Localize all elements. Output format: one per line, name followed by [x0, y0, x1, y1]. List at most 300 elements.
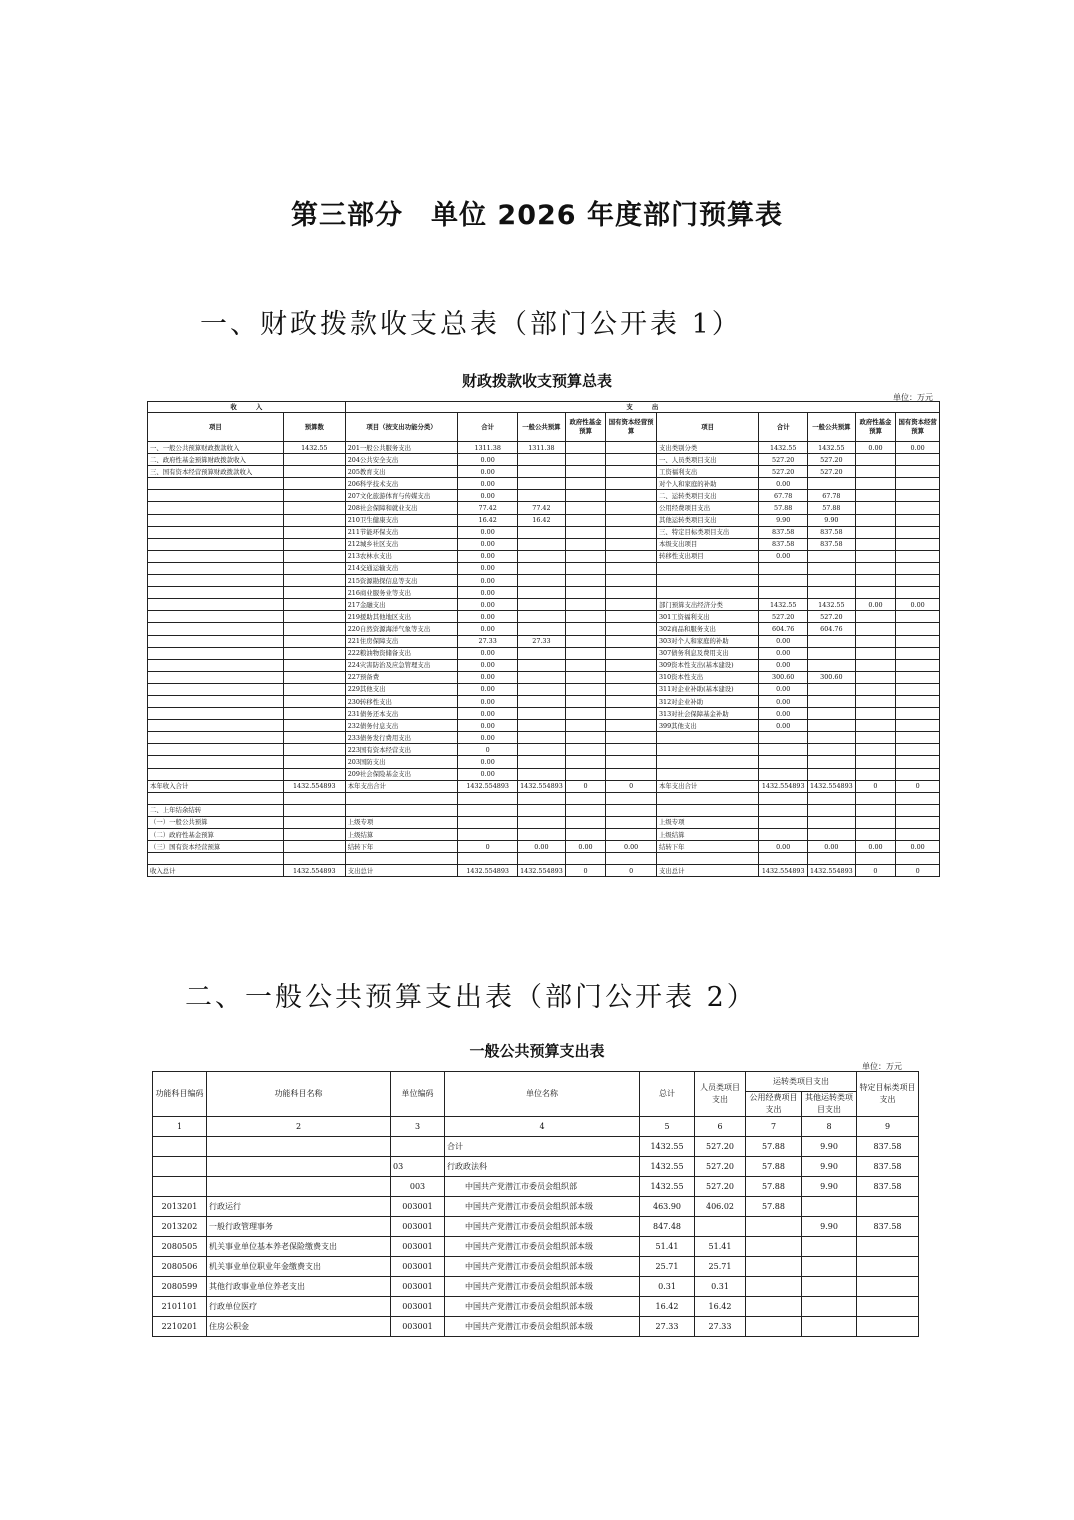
table-cell: 57.88 [746, 1137, 802, 1157]
table-cell: 16.42 [518, 514, 566, 526]
fiscal-summary-table [147, 401, 940, 877]
table-cell [802, 1317, 857, 1337]
table-cell: 837.58 [857, 1177, 919, 1197]
table-cell [896, 538, 940, 550]
column-header-unit-code: 单位编码 [391, 1072, 445, 1117]
table-cell: 221住房保障支出 [345, 635, 458, 647]
table-cell [808, 575, 856, 587]
column-index: 1 [153, 1117, 207, 1137]
table-cell [759, 768, 808, 780]
table-cell: 1432.554893 [283, 865, 345, 877]
table-cell: 0.00 [759, 550, 808, 562]
table-cell [148, 720, 284, 732]
table-cell: 201一般公共服务支出 [345, 442, 458, 454]
table-cell [283, 659, 345, 671]
table-cell: 中国共产党潜江市委员会组织部本级 [445, 1277, 640, 1297]
table-cell: 214交通运输支出 [345, 562, 458, 574]
table-cell: 604.76 [808, 623, 856, 635]
table-cell [458, 816, 518, 828]
table-cell: 本年支出合计 [656, 780, 758, 792]
table-cell [283, 732, 345, 744]
table-cell [855, 732, 896, 744]
table-cell [283, 635, 345, 647]
table-cell [283, 587, 345, 599]
table-cell [565, 502, 606, 514]
table-cell [148, 647, 284, 659]
table-cell: 300.60 [808, 671, 856, 683]
table-cell [855, 768, 896, 780]
table-cell [148, 490, 284, 502]
table-cell [565, 829, 606, 841]
table-cell [695, 1217, 746, 1237]
table-cell: 1432.55 [640, 1157, 695, 1177]
table-cell [606, 442, 657, 454]
table-cell: 0 [458, 744, 518, 756]
table-row [148, 829, 940, 841]
table-cell: 0.00 [458, 454, 518, 466]
table-cell: 003 [391, 1177, 445, 1197]
table-cell [606, 720, 657, 732]
table-cell [565, 853, 606, 865]
table-cell: 0.00 [458, 478, 518, 490]
table-cell: 0.00 [759, 635, 808, 647]
table-cell [565, 647, 606, 659]
table-cell: 1432.554893 [759, 865, 808, 877]
table-cell [896, 853, 940, 865]
table-cell [283, 599, 345, 611]
table-cell [283, 829, 345, 841]
table-cell: 0.00 [458, 695, 518, 707]
table-cell: 二、政府性基金预算财政拨款收入 [148, 454, 284, 466]
table-row [148, 804, 940, 816]
table-cell: 16.42 [695, 1297, 746, 1317]
table-cell [896, 816, 940, 828]
table-cell: 0 [565, 780, 606, 792]
table-cell [283, 768, 345, 780]
table-row [148, 732, 940, 744]
table-cell [855, 454, 896, 466]
column-header-personnel: 人员类项目支出 [695, 1072, 746, 1117]
table-cell: 837.58 [857, 1137, 919, 1157]
table-cell: 203国防支出 [345, 756, 458, 768]
table-cell [148, 768, 284, 780]
table-cell: 0.00 [565, 841, 606, 853]
table-cell: 219援助其他地区支出 [345, 611, 458, 623]
table-cell: 527.20 [695, 1177, 746, 1197]
table-cell [855, 611, 896, 623]
table-cell [606, 708, 657, 720]
table-cell [148, 708, 284, 720]
table-row [148, 695, 940, 707]
table-cell: 003001 [391, 1297, 445, 1317]
table-cell: 527.20 [759, 611, 808, 623]
table-cell [283, 454, 345, 466]
table-cell: 208社会保障和就业支出 [345, 502, 458, 514]
table-cell: 1432.554893 [759, 780, 808, 792]
table-cell: 1432.55 [283, 442, 345, 454]
table-cell [759, 575, 808, 587]
table-cell: 223国有资本经营支出 [345, 744, 458, 756]
table-cell [518, 720, 566, 732]
table-cell: 本年支出合计 [345, 780, 458, 792]
table-cell: 2101101 [153, 1297, 207, 1317]
table-cell [518, 599, 566, 611]
table-cell: 0.00 [759, 647, 808, 659]
general-budget-expense-table [152, 1071, 919, 1337]
table-cell [855, 647, 896, 659]
table-cell: 中国共产党潜江市委员会组织部本级 [445, 1297, 640, 1317]
table-cell [656, 575, 758, 587]
table-cell [759, 853, 808, 865]
table-cell [345, 853, 458, 865]
table-cell [606, 732, 657, 744]
table-cell: 2013201 [153, 1197, 207, 1217]
table-cell: 对个人和家庭的补助 [656, 478, 758, 490]
table-cell: 0.31 [640, 1277, 695, 1297]
table-cell [802, 1237, 857, 1257]
table-cell [148, 659, 284, 671]
table-cell [855, 623, 896, 635]
table-cell [518, 708, 566, 720]
table-cell [283, 538, 345, 550]
table-cell: 中国共产党潜江市委员会组织部本级 [445, 1317, 640, 1337]
column-index: 6 [695, 1117, 746, 1137]
table-cell [855, 671, 896, 683]
table-cell [148, 502, 284, 514]
table-cell: 9.90 [759, 514, 808, 526]
table-cell [148, 744, 284, 756]
table-cell [808, 829, 856, 841]
table-row [148, 671, 940, 683]
table-cell: 309资本性支出(基本建设) [656, 659, 758, 671]
table-cell [746, 1317, 802, 1337]
column-header: 项目 [148, 413, 284, 442]
table-cell [283, 575, 345, 587]
table-cell [565, 720, 606, 732]
table-cell [896, 550, 940, 562]
table-row [153, 1257, 919, 1277]
table-cell: 0.00 [458, 720, 518, 732]
table-cell [518, 829, 566, 841]
table-cell [283, 514, 345, 526]
table-cell [565, 490, 606, 502]
table-cell: 527.20 [808, 454, 856, 466]
expense-group-header: 支 出 [345, 402, 939, 413]
table-cell: 67.78 [808, 490, 856, 502]
table-cell: 527.20 [808, 611, 856, 623]
table-cell: 2013202 [153, 1217, 207, 1237]
table-cell: 中国共产党潜江市委员会组织部本级 [445, 1217, 640, 1237]
table-cell [518, 575, 566, 587]
table-cell [283, 550, 345, 562]
table-cell: 中国共产党潜江市委员会组织部本级 [445, 1197, 640, 1217]
table-cell [656, 732, 758, 744]
table-cell: 0.00 [606, 841, 657, 853]
table-cell [606, 829, 657, 841]
table-cell [759, 732, 808, 744]
table-cell [808, 695, 856, 707]
table-cell [565, 732, 606, 744]
table-cell [606, 562, 657, 574]
table-cell: 0 [896, 780, 940, 792]
table-cell [518, 454, 566, 466]
table-cell [759, 744, 808, 756]
table-cell: 部门预算支出经济分类 [656, 599, 758, 611]
table-cell: 本级支出项目 [656, 538, 758, 550]
table-cell [808, 647, 856, 659]
table-cell: 0.00 [458, 587, 518, 599]
table-cell: 527.20 [808, 466, 856, 478]
table-cell [855, 744, 896, 756]
table-cell: 9.90 [802, 1157, 857, 1177]
table-cell [283, 647, 345, 659]
table-cell [565, 756, 606, 768]
table-row [148, 768, 940, 780]
table-cell [896, 708, 940, 720]
table-cell [606, 550, 657, 562]
table-cell: 0.00 [855, 599, 896, 611]
column-header-total: 总计 [640, 1072, 695, 1117]
table-cell: 住房公积金 [207, 1317, 391, 1337]
table-cell: 1432.554893 [808, 780, 856, 792]
table-cell: 230转移性支出 [345, 695, 458, 707]
table-cell [565, 768, 606, 780]
table-cell: 57.88 [746, 1177, 802, 1197]
section2-heading: 二、一般公共预算支出表（部门公开表 2） [185, 982, 757, 1013]
table-cell [518, 490, 566, 502]
table-cell: 003001 [391, 1277, 445, 1297]
table-cell [896, 756, 940, 768]
table-cell [808, 720, 856, 732]
table-cell [808, 683, 856, 695]
table-cell [855, 538, 896, 550]
table-cell: 0.00 [896, 442, 940, 454]
table-cell [855, 635, 896, 647]
table-cell: 206科学技术支出 [345, 478, 458, 490]
table-cell [148, 756, 284, 768]
table-cell [518, 587, 566, 599]
table-cell: 0.00 [458, 611, 518, 623]
table-cell: 支出类别分类 [656, 442, 758, 454]
table-cell [148, 611, 284, 623]
table-cell: 0.00 [759, 683, 808, 695]
table-cell: 0.00 [458, 526, 518, 538]
table-cell [148, 792, 284, 804]
table-cell [518, 623, 566, 635]
table-cell: 一、人员类项目支出 [656, 454, 758, 466]
table-cell [148, 550, 284, 562]
column-header: 一般公共预算 [808, 413, 856, 442]
table-cell: 1432.55 [640, 1177, 695, 1197]
table-cell [896, 647, 940, 659]
column-index: 8 [802, 1117, 857, 1137]
table-cell [746, 1217, 802, 1237]
table-cell [565, 671, 606, 683]
table-cell: 303对个人和家庭的补助 [656, 635, 758, 647]
table-row [153, 1297, 919, 1317]
table-row [148, 683, 940, 695]
table-row [148, 466, 940, 478]
table2-unit: 单位：万元 [862, 1062, 902, 1071]
column-index: 5 [640, 1117, 695, 1137]
table-cell [808, 732, 856, 744]
table-cell: 行政政法科 [445, 1157, 640, 1177]
table-cell [153, 1137, 207, 1157]
table-cell [759, 804, 808, 816]
table-cell [148, 587, 284, 599]
table-cell: 中国共产党潜江市委员会组织部 [445, 1177, 640, 1197]
table-cell [896, 804, 940, 816]
table-cell: 1432.554893 [458, 865, 518, 877]
table-cell: 1432.55 [808, 599, 856, 611]
table-row [148, 490, 940, 502]
table-cell [148, 671, 284, 683]
table-cell [606, 853, 657, 865]
table-cell: 二、运转类项目支出 [656, 490, 758, 502]
table-cell [565, 478, 606, 490]
table-cell: 209社会保险基金支出 [345, 768, 458, 780]
table-row [148, 623, 940, 635]
table-cell: 1432.55 [759, 599, 808, 611]
table-cell: 三、特定目标类项目支出 [656, 526, 758, 538]
table-cell [857, 1297, 919, 1317]
table-cell: 行政单位医疗 [207, 1297, 391, 1317]
table-cell [855, 829, 896, 841]
table-cell [518, 466, 566, 478]
table-cell [808, 562, 856, 574]
table-cell [759, 562, 808, 574]
table-cell [808, 792, 856, 804]
table-cell [855, 490, 896, 502]
table-cell: 463.90 [640, 1197, 695, 1217]
table-cell: 003001 [391, 1197, 445, 1217]
table-row [148, 611, 940, 623]
table-cell: 227预备费 [345, 671, 458, 683]
table-cell [759, 792, 808, 804]
table-cell [808, 768, 856, 780]
table-cell [283, 804, 345, 816]
table-cell: 0.00 [759, 659, 808, 671]
table-cell [565, 599, 606, 611]
table-row [148, 744, 940, 756]
table-cell [606, 804, 657, 816]
table-cell: 231债务还本支出 [345, 708, 458, 720]
table-cell [148, 695, 284, 707]
table-cell [855, 562, 896, 574]
table-cell [896, 744, 940, 756]
table-row [148, 780, 940, 792]
table-cell [565, 454, 606, 466]
table-cell [518, 744, 566, 756]
table-cell [857, 1197, 919, 1217]
table-cell [148, 599, 284, 611]
column-index: 7 [746, 1117, 802, 1137]
table-cell [896, 720, 940, 732]
table-cell [759, 587, 808, 599]
table-cell: 0.00 [458, 756, 518, 768]
table-cell [606, 756, 657, 768]
table-cell [148, 853, 284, 865]
table-cell: 215资源勘探信息等支出 [345, 575, 458, 587]
table-cell [283, 466, 345, 478]
table-cell: 837.58 [759, 538, 808, 550]
table-cell [857, 1237, 919, 1257]
table-cell [896, 587, 940, 599]
table-cell: 0.00 [518, 841, 566, 853]
table-cell: 77.42 [518, 502, 566, 514]
table-cell [606, 659, 657, 671]
table-cell: 16.42 [458, 514, 518, 526]
table-cell [802, 1297, 857, 1317]
table-cell [518, 671, 566, 683]
table-cell: 2080505 [153, 1237, 207, 1257]
table-row [148, 526, 940, 538]
table-cell: 222粮油物资储备支出 [345, 647, 458, 659]
table-cell [808, 659, 856, 671]
column-header: 项目 [656, 413, 758, 442]
table-cell [283, 720, 345, 732]
table-cell [896, 466, 940, 478]
column-index: 3 [391, 1117, 445, 1137]
table-cell [759, 816, 808, 828]
table-cell [345, 792, 458, 804]
table-cell: 0.00 [759, 720, 808, 732]
table-cell [518, 792, 566, 804]
table-cell [148, 562, 284, 574]
column-header: 合计 [759, 413, 808, 442]
table-cell: 0.00 [458, 550, 518, 562]
table-cell [606, 635, 657, 647]
table-cell [283, 695, 345, 707]
table-cell [458, 829, 518, 841]
column-header-unit-name: 单位名称 [445, 1072, 640, 1117]
table-cell [207, 1177, 391, 1197]
table-cell [656, 853, 758, 865]
table-cell: 0 [458, 841, 518, 853]
table-cell [857, 1277, 919, 1297]
table-cell: 0.00 [759, 695, 808, 707]
table-cell: 57.88 [759, 502, 808, 514]
table-cell [283, 611, 345, 623]
table-cell [283, 490, 345, 502]
table-row [148, 635, 940, 647]
table-cell: 1432.554893 [518, 780, 566, 792]
table-cell: 224灾害防治及应急管理支出 [345, 659, 458, 671]
table-cell [808, 587, 856, 599]
table-cell: 604.76 [759, 623, 808, 635]
table-cell [565, 635, 606, 647]
table-cell [458, 804, 518, 816]
table-cell: 27.33 [640, 1317, 695, 1337]
table-cell [606, 587, 657, 599]
table-cell [808, 708, 856, 720]
table-cell: （二）政府性基金预算 [148, 829, 284, 841]
table-cell: 1311.38 [458, 442, 518, 454]
table-cell: 0.00 [458, 647, 518, 659]
table-row [148, 538, 940, 550]
table-cell [148, 623, 284, 635]
table-row [153, 1197, 919, 1217]
table-cell: 0.00 [759, 478, 808, 490]
income-group-header: 收 入 [148, 402, 346, 413]
table-cell: 527.20 [695, 1157, 746, 1177]
table-cell [283, 478, 345, 490]
table-cell [855, 695, 896, 707]
table-row [148, 708, 940, 720]
table-row [148, 647, 940, 659]
table-cell: 0.00 [458, 466, 518, 478]
table-cell [153, 1177, 207, 1197]
